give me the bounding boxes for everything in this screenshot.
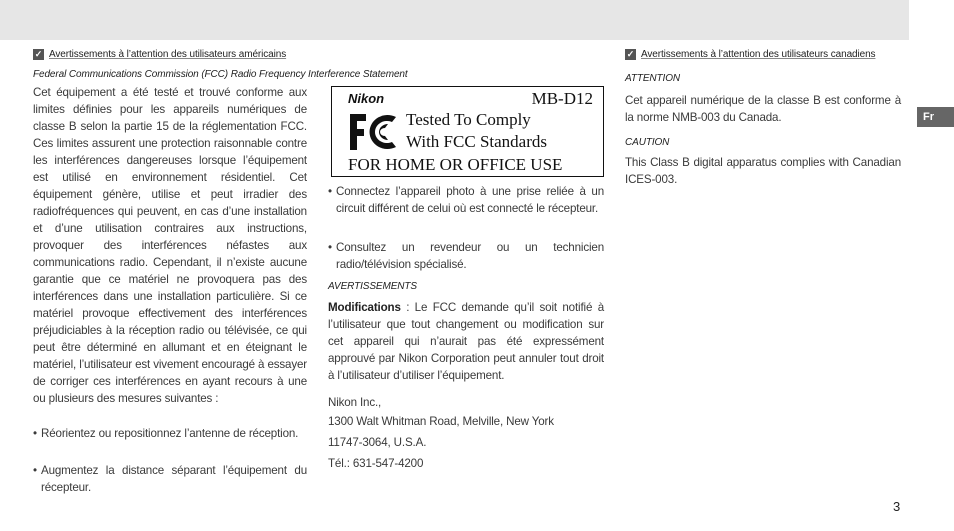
bullet-text: Augmentez la distance séparant l’équipement du récepteur. bbox=[41, 464, 307, 494]
modifications-text: : Le FCC demande qu’il soit notifié à l’utilisateur que tout changement ou modification sur cet appareil qui n’aurait pas été expressément approuvé par Nikon Corporation peut annuler tout droit à l’utilisateur d’utiliser l’équipement. bbox=[328, 301, 604, 382]
company-phone: Tél.: 631-547-4200 bbox=[328, 457, 424, 470]
language-tab: Fr bbox=[917, 107, 954, 127]
bullet-text: Consultez un revendeur ou un technicien radio/télévision spécialisé. bbox=[336, 241, 604, 271]
checkmark-icon: ✓ bbox=[626, 49, 635, 59]
bullet-item bbox=[33, 462, 307, 496]
nikon-logo: Nikon bbox=[348, 91, 385, 106]
modifications-paragraph bbox=[328, 299, 604, 384]
canada-heading-label: Avertissements à l’attention des utilisateurs canadiens bbox=[641, 49, 876, 60]
bullet-dot: • bbox=[328, 185, 332, 198]
caution-text: This Class B digital apparatus complies with Canadian ICES-003. bbox=[625, 156, 901, 186]
us-section-heading bbox=[33, 49, 286, 60]
fcc-line-2: With FCC Standards bbox=[406, 132, 547, 151]
fcc-compliance-label bbox=[331, 86, 604, 177]
attention-label: ATTENTION bbox=[625, 73, 681, 84]
fcc-logo-icon bbox=[348, 112, 398, 152]
bullet-item bbox=[33, 425, 307, 442]
fcc-subheading: Federal Communications Commission (FCC) Radio Frequency Interference Statement bbox=[33, 69, 408, 80]
page-number: 3 bbox=[893, 499, 901, 514]
fcc-statement-body: Cet équipement a été testé et trouvé conforme aux limites définies pour les appareils numériques de classe B selon la partie 15 de la réglementation FCC. Ces limites assurent une protection raisonnable contre les interférences dangereuses lorsque l’équipement est utilisé en environnement résidentiel. Cet équipement génère, utilise et peut irradier des radiofréquences qui peuvent, en cas d’une installation et d’une utilisation contraires aux instructions, provoquer des interférences néfastes aux communications radio. Cependant, il n’existe aucune garantie que ce matériel ne provoquera pas des interférences dans une installation particulière. Si ce matériel provoque effectivement des interférences préjudiciables à la réception radio ou télévisée, ce qui peut être déterminé en allumant et en éteignant le matériel, l’utilisateur est vivement encouragé à essayer de corriger ces interférences en ayant recours à une ou plusieurs des mesures suivantes : bbox=[33, 86, 307, 405]
bullet-text: Réorientez ou repositionnez l’antenne de réception. bbox=[41, 427, 299, 440]
header-bar bbox=[0, 0, 909, 40]
fcc-line-1: Tested To Comply bbox=[406, 110, 531, 129]
company-street: 1300 Walt Whitman Road, Melville, New York bbox=[328, 415, 554, 428]
canada-section-heading bbox=[625, 49, 875, 60]
company-postal: 11747-3064, U.S.A. bbox=[328, 436, 427, 449]
warnings-heading: AVERTISSEMENTS bbox=[328, 281, 417, 292]
model-name: MB-D12 bbox=[531, 89, 593, 108]
caution-label: CAUTION bbox=[625, 137, 670, 148]
bullet-text: Connectez l’appareil photo à une prise reliée à un circuit différent de celui où est connecté le récepteur. bbox=[336, 185, 604, 215]
us-heading-label: Avertissements à l’attention des utilisateurs américains bbox=[49, 49, 287, 60]
bullet-dot: • bbox=[33, 427, 37, 440]
bullet-item bbox=[328, 239, 604, 273]
checkmark-icon: ✓ bbox=[34, 49, 43, 59]
attention-text: Cet appareil numérique de la classe B est conforme à la norme NMB-003 du Canada. bbox=[625, 94, 901, 124]
fcc-line-3: FOR HOME OR OFFICE USE bbox=[348, 155, 563, 174]
bullet-item bbox=[328, 183, 604, 217]
company-name: Nikon Inc., bbox=[328, 396, 382, 409]
bullet-dot: • bbox=[328, 241, 332, 254]
modifications-label: Modifications bbox=[328, 301, 401, 314]
bullet-dot: • bbox=[33, 464, 37, 477]
